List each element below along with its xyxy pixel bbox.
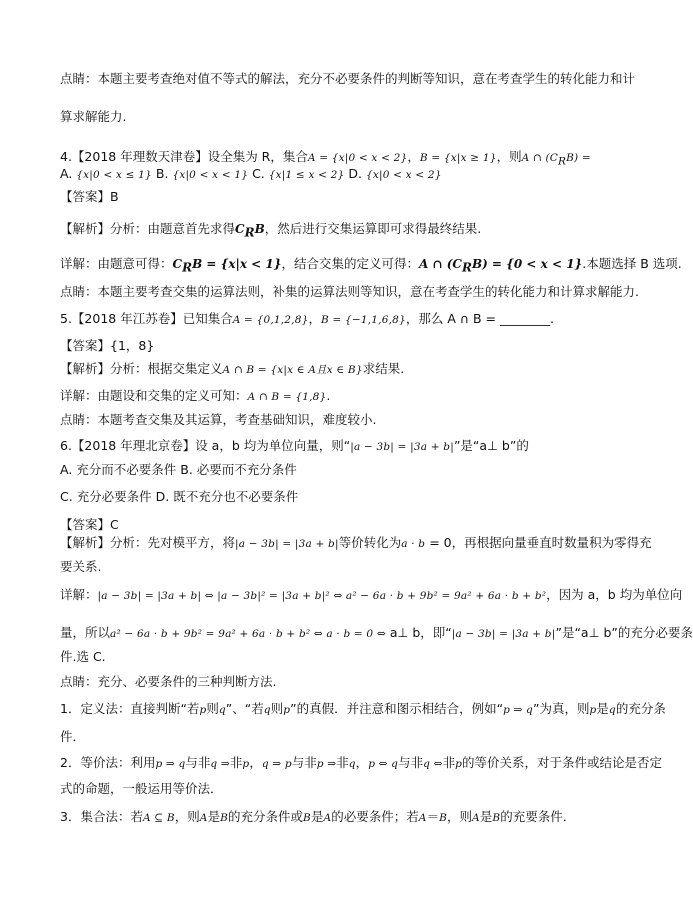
text-run: 点睛：本题主要考查绝对值不等式的解法，充分不必要条件的判断等知识，意在考查学生的转化能力和计 — [60, 71, 636, 86]
text-run: 是 — [207, 809, 221, 824]
text-line — [60, 586, 683, 605]
text-run: 3．集合法：若 — [60, 809, 143, 824]
text-run: ，然后进行交集运算即可求得最终结果. — [264, 221, 482, 236]
text-run: A. 充分而不必要条件 B. 必要而不充分条件 — [60, 462, 297, 477]
text-run: 非 — [336, 755, 349, 770]
text-run: ＝ — [426, 809, 440, 824]
text-line — [60, 461, 600, 479]
math-expression: |a − 3b| = |3a + b| ⇔ |a − 3b|² = |3a + b|² ⇔ a² − 6a · b + 9b² = 9a² + 6a · b + b² — [97, 590, 547, 602]
text-run: 与非 — [185, 755, 211, 770]
text-run: 【答案】{1，8} — [60, 338, 155, 353]
text-run: 点睛：本题考查交集及其运算，考查基础知识，难度较小. — [60, 412, 377, 427]
text-run: 是 — [310, 809, 324, 824]
math-expression: q — [263, 704, 271, 716]
math-expression: {x|0 < x ≤ 1} — [76, 169, 152, 181]
math-expression: C — [235, 222, 245, 236]
text-line — [60, 728, 600, 746]
text-run: 点睛：充分、必要条件的三种判断方法. — [60, 674, 277, 689]
text-run: ”是“a⊥ b”的充分必要条 — [555, 625, 693, 640]
text-run: 5.【2018 年江苏卷】已知集合 — [60, 311, 233, 326]
text-run: 是 — [479, 809, 493, 824]
math-expression: q ⇒ p — [261, 758, 292, 770]
text-run: D. — [344, 166, 366, 181]
math-expression: A = {0,1,2,8} — [232, 314, 309, 326]
text-run: 的等价关系，对于条件或结论是否定 — [462, 755, 663, 770]
text-run: ， — [249, 755, 262, 770]
text-line — [60, 220, 600, 242]
math-expression: q — [218, 704, 226, 716]
text-run: 4.【2018 年理数天津卷】设全集为 R，集合 — [60, 149, 308, 164]
text-run: 件.选 C. — [60, 649, 106, 664]
text-run: 是 — [596, 701, 609, 716]
text-run: 与非 — [291, 755, 317, 770]
math-expression: R — [182, 260, 193, 275]
text-run: 【答案】C — [60, 517, 119, 532]
math-expression: {x|1 ≤ x < 2} — [268, 169, 345, 181]
text-run: ，那么 A ∩ B = ________. — [405, 311, 554, 326]
text-run: 的充分条 — [615, 701, 666, 716]
text-run: 【答案】B — [60, 189, 119, 204]
text-line — [60, 283, 639, 301]
math-expression: A ∩ B = {1,8} — [247, 391, 327, 403]
text-line — [60, 411, 600, 429]
text-run: 与非 — [398, 755, 424, 770]
text-run: 非 — [229, 755, 243, 770]
text-run: = 0，再根据向量垂直时数量积为零得充 — [425, 535, 652, 550]
math-expression: R — [558, 155, 567, 168]
text-run: C. — [248, 166, 269, 181]
math-expression: B) = {0 < x < 1} — [471, 257, 583, 271]
math-expression: A — [418, 812, 427, 824]
math-expression: C — [172, 257, 183, 271]
math-expression: p — [199, 704, 207, 716]
math-expression: A ∩ (C — [521, 152, 558, 164]
text-line — [60, 700, 666, 719]
text-run: 【解析】分析：根据交集定义 — [60, 361, 223, 376]
math-expression: p ⇒ q — [503, 704, 533, 716]
text-run: 求结果. — [362, 361, 405, 376]
math-expression: R — [461, 260, 472, 275]
text-run: 非 — [442, 755, 456, 770]
text-run: 的充要条件． — [500, 809, 576, 824]
math-expression: A ⊆ B — [142, 812, 175, 824]
math-expression: |a − 3b| = |3a + b| — [350, 441, 454, 453]
text-run: ”为真，则 — [532, 701, 590, 716]
text-line — [60, 188, 600, 206]
text-line — [60, 310, 600, 329]
text-line — [60, 360, 600, 379]
math-expression: p ⇔ q — [368, 758, 399, 770]
text-run: 则 — [270, 701, 284, 716]
math-expression: q ⇔ — [423, 758, 443, 770]
text-run: 量，所以 — [60, 625, 111, 640]
text-run: 要关系. — [60, 559, 102, 574]
text-line — [60, 558, 600, 576]
math-expression: A — [472, 812, 480, 824]
math-expression: {x|0 < x < 1} — [172, 169, 249, 181]
text-line — [60, 488, 600, 506]
math-expression: A ∩ (C — [419, 257, 462, 271]
text-run: 算求解能力. — [60, 109, 127, 124]
math-expression: p — [589, 704, 597, 716]
math-expression: q ⇒ — [210, 758, 230, 770]
math-expression: |a − 3b| = |3a + b| — [235, 538, 339, 550]
text-line — [60, 754, 663, 773]
text-run: 详解： — [60, 587, 98, 602]
text-run: . — [326, 388, 331, 403]
text-line — [60, 337, 600, 355]
text-run: 2．等价法：利用 — [60, 755, 156, 770]
text-line — [60, 387, 600, 406]
text-run: a⊥ b，即“ — [385, 625, 452, 640]
math-expression: A — [323, 812, 332, 824]
text-run: ，结合交集的定义可得： — [281, 256, 419, 271]
text-run: ，因为 a，b 均为单位向 — [546, 587, 683, 602]
text-run: ，则 — [496, 149, 522, 164]
text-run: 件． — [60, 729, 86, 744]
math-expression: B) = — [566, 152, 591, 164]
math-expression: A ∩ B = {x|x ∈ A且x ∈ B} — [222, 364, 363, 376]
text-run: 则 — [206, 701, 219, 716]
text-line — [60, 780, 600, 798]
math-expression: p — [455, 758, 463, 770]
text-run: C. 充分必要条件 D. 既不充分也不必要条件 — [60, 489, 299, 504]
text-run: .本题选择 B 选项. — [582, 256, 682, 271]
math-expression: B — [492, 812, 501, 824]
text-run: 点睛：本题主要考查交集的运算法则，补集的运算法则等知识，意在考查学生的转化能力和计算求解能力. — [60, 284, 639, 299]
text-run: ，则 — [174, 809, 200, 824]
text-run: ”是“a⊥ b”的 — [453, 438, 529, 453]
text-run: 【解析】分析：由题意首先求得 — [60, 221, 236, 236]
text-run: 的必要条件；若 — [331, 809, 419, 824]
math-expression: B = {x|x ≥ 1} — [419, 152, 497, 164]
text-line — [60, 165, 600, 184]
math-expression: a · b — [401, 538, 426, 550]
text-run: ， — [308, 311, 321, 326]
math-expression: A — [199, 812, 208, 824]
text-line — [60, 534, 652, 553]
text-run: ， — [407, 149, 420, 164]
text-line — [60, 648, 600, 666]
text-run: 详解：由题设和交集的定义可知： — [60, 388, 248, 403]
text-line — [60, 624, 693, 643]
text-line — [60, 673, 600, 691]
math-expression: q — [348, 758, 356, 770]
text-run: 的充分条件或 — [228, 809, 304, 824]
text-run: 1．定义法：直接判断“若 — [60, 701, 200, 716]
text-run: 6.【2018 年理北京卷】设 a，b 均为单位向量，则“ — [60, 438, 351, 453]
math-expression: B — [254, 222, 265, 236]
math-expression: B — [220, 812, 228, 824]
text-run: ”、“若 — [225, 701, 264, 716]
text-run: ，则 — [447, 809, 473, 824]
text-run: A. — [60, 166, 77, 181]
text-run: ， — [355, 755, 369, 770]
text-line — [60, 108, 600, 126]
math-expression: p ⇒ q — [155, 758, 186, 770]
math-expression: A = {x|0 < x < 2} — [307, 152, 408, 164]
text-run: B. — [151, 166, 173, 181]
math-expression: B = {−1,1,6,8} — [321, 314, 406, 326]
math-expression: |a − 3b| = |3a + b| — [451, 628, 556, 640]
math-expression: p ⇒ — [316, 758, 337, 770]
math-expression: B = {x|x < 1} — [192, 257, 282, 271]
text-run: 等价转化为 — [338, 535, 402, 550]
text-line — [60, 808, 600, 827]
math-expression: B — [303, 812, 311, 824]
math-expression: a² − 6a · b + 9b² = 9a² + 6a · b + b² ⇔ a · b = 0 ⇔ — [110, 628, 386, 640]
text-line — [60, 70, 636, 88]
text-run: 【解析】分析：先对模平方，将 — [60, 535, 236, 550]
text-line — [60, 516, 600, 534]
math-expression: p — [283, 704, 291, 716]
math-expression: q — [608, 704, 616, 716]
math-expression: R — [244, 225, 255, 240]
math-expression: {x|0 < x < 2} — [365, 169, 442, 181]
text-line — [60, 437, 600, 456]
text-run: 详解：由题意可得： — [60, 256, 173, 271]
text-run: ”的真假．并注意和图示相结合，例如“ — [290, 701, 504, 716]
math-expression: B — [439, 812, 447, 824]
math-expression: p — [242, 758, 250, 770]
text-run: 式的命题，一般运用等价法． — [60, 781, 223, 796]
text-line — [60, 255, 682, 277]
